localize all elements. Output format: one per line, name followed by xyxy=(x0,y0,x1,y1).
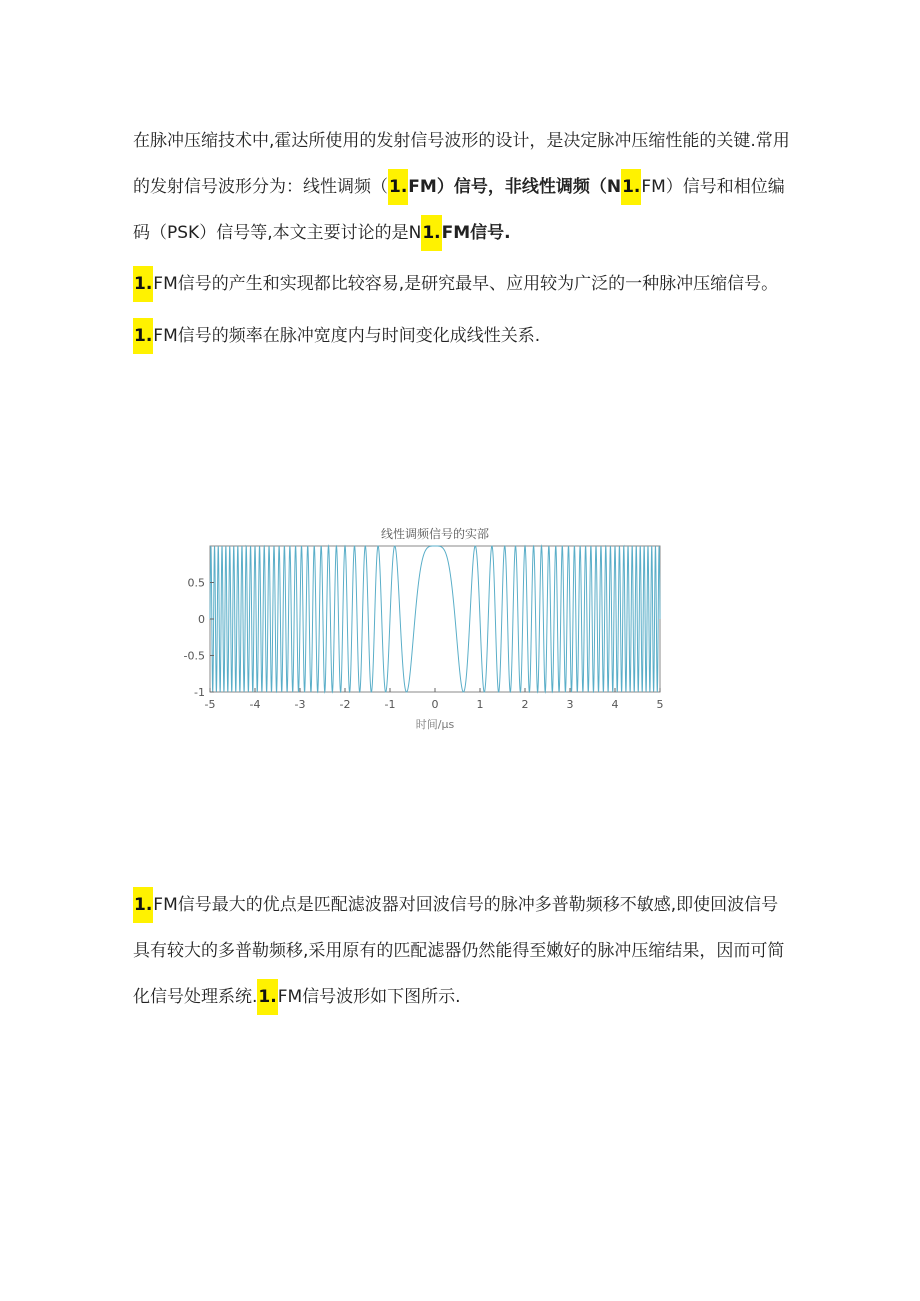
y-axis-ticks xyxy=(184,577,214,700)
x-tick-label: -1 xyxy=(384,698,396,711)
y-tick-label: -1 xyxy=(194,686,205,699)
paragraph-intro: 在脉冲压缩技术中,霍达所使用的发射信号波形的设计，是决定脉冲压缩性能的关键.常用的发射信号波形分为：线性调频（1.FM）信号，非线性调频（N1.FM）信号和相位编码（PSK）信号等,本文主要讨论的是N1.FM信号. xyxy=(133,118,793,256)
highlight: 1. xyxy=(133,887,153,923)
lfm-waveform-chart xyxy=(175,522,675,737)
y-tick-label: -0.5 xyxy=(183,649,205,663)
x-tick-label: 1 xyxy=(476,698,484,711)
x-tick-label: 3 xyxy=(566,698,574,711)
highlight: 1. xyxy=(388,169,408,205)
paragraph-lfm-generation: 1.FM信号的产生和实现都比较容易,是研究最早、应用较为广泛的一种脉冲压缩信号。 xyxy=(133,261,793,307)
x-tick-label: 0 xyxy=(431,698,439,711)
highlight: 1. xyxy=(257,979,277,1015)
y-tick-label: 0.5 xyxy=(187,576,205,590)
y-tick-label: 0 xyxy=(198,613,205,626)
x-tick-label: -4 xyxy=(249,698,261,711)
highlight: 1. xyxy=(621,169,641,205)
highlight: 1. xyxy=(133,266,153,302)
paragraph-lfm-frequency: 1.FM信号的频率在脉冲宽度内与时间变化成线性关系. xyxy=(133,313,793,359)
x-tick-label: -3 xyxy=(294,698,306,711)
highlight: 1. xyxy=(133,318,153,354)
x-tick-label: 4 xyxy=(611,698,619,711)
x-tick-label: 5 xyxy=(656,698,664,711)
highlight: 1. xyxy=(421,215,441,251)
x-tick-label: -5 xyxy=(204,698,216,711)
paragraph-lfm-advantage: 1.FM信号最大的优点是匹配滤波器对回波信号的脉冲多普勒频移不敏感,即使回波信号具有较大的多普勒频移,采用原有的匹配滤器仍然能得至嫩好的脉冲压缩结果，因而可简化信号处理系统.1.FM信号波形如下图所示. xyxy=(133,882,793,1020)
x-axis-label: 时间/μs xyxy=(415,718,455,731)
chart-title: 线性调频信号的实部 xyxy=(380,527,490,541)
x-tick-label: -2 xyxy=(339,698,351,711)
x-tick-label: 2 xyxy=(521,698,529,711)
